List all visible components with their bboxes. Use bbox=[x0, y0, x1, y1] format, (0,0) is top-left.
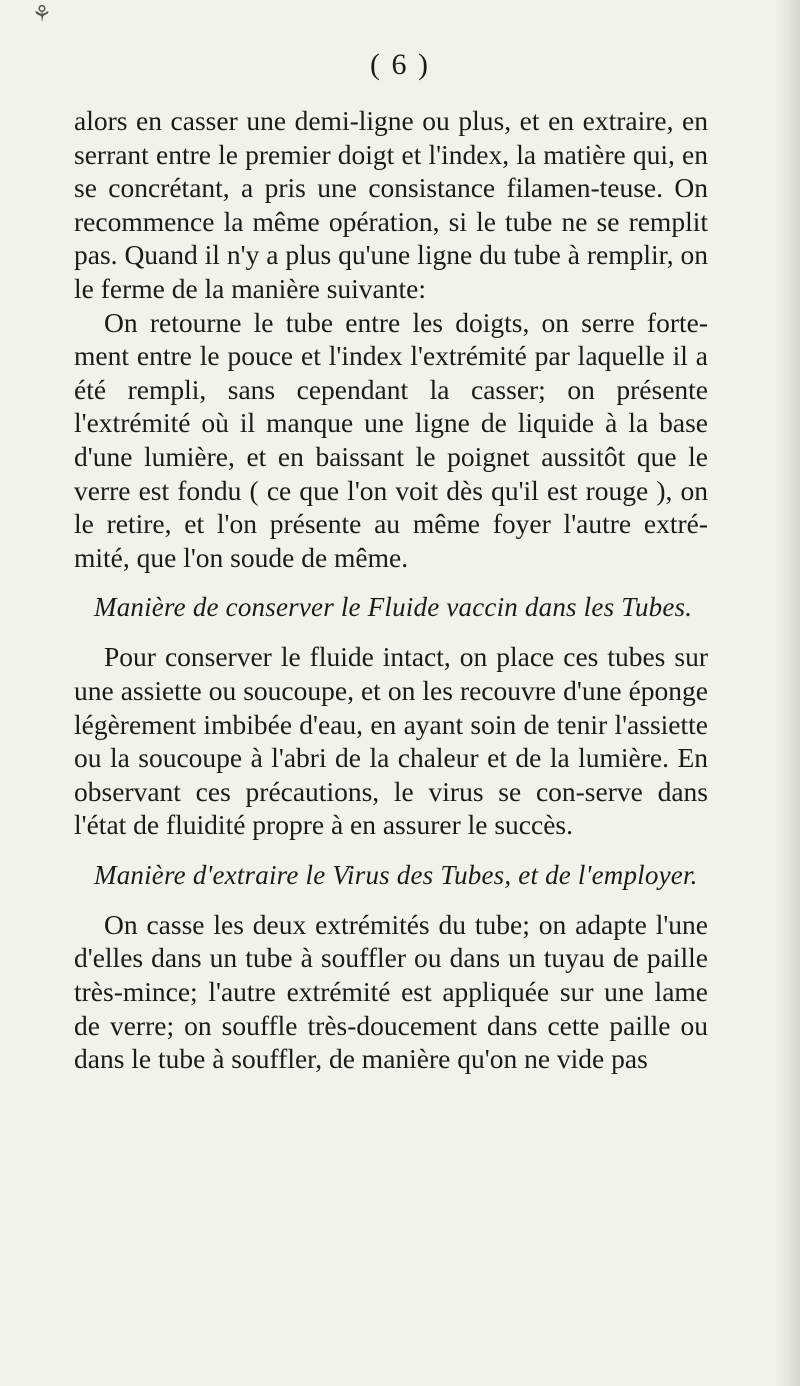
page-number: ( 6 ) bbox=[370, 48, 430, 81]
paragraph-extraire: On casse les deux extrémités du tube; on adapte l'une d'elles dans un tube à souffler ou dans un tuyau de paille très-mince; l'autre extrémité est appliquée sur une lame de verre; on souffle très-doucement dans cette paille ou dans le tube à souffler, de manière qu'on ne vide pas bbox=[74, 908, 708, 1075]
body-text bbox=[74, 104, 708, 1076]
ornament-mark-icon: ⚘ bbox=[32, 2, 52, 27]
section-heading-conserver: Manière de conserver le Fluide vaccin dans les Tubes. bbox=[94, 592, 693, 623]
paragraph-continuation: alors en casser une demi-ligne ou plus, et en extraire, en serrant entre le premier doigt et l'index, la matière qui, en se concrétant, a pris une consistance filamen-teuse. On recommence la même opération, si le tube ne se remplit pas. Quand il n'y a plus qu'une ligne du tube à remplir, on le ferme de la manière suivante: bbox=[74, 105, 708, 304]
paragraph-sealing-tube: On retourne le tube entre les doigts, on serre forte-ment entre le pouce et l'index l'extrémité par laquelle il a été rempli, sans cependant la casser; on présente l'extrémité où il manque une ligne de liquide à la base d'une lumière, et en baissant le poignet aussitôt que le verre est fondu ( ce que l'on voit dès qu'il est rouge ), on le retire, et l'on présente au même foyer l'autre extré-mité, que l'on soude de même. bbox=[74, 306, 708, 573]
paragraph-conserver: Pour conserver le fluide intact, on place ces tubes sur une assiette ou soucoupe, et on les recouvre d'une éponge légèrement imbibée d'eau, en ayant soin de tenir l'assiette ou la soucoupe à l'abri de la chaleur et de la lumière. En observant ces précautions, le virus se con-serve dans l'état de fluidité propre à en assurer le succès. bbox=[74, 641, 708, 841]
section-heading-extraire: Manière d'extraire le Virus des Tubes, et de l'employer. bbox=[94, 859, 698, 890]
page-edge-shadow bbox=[774, 0, 800, 1386]
